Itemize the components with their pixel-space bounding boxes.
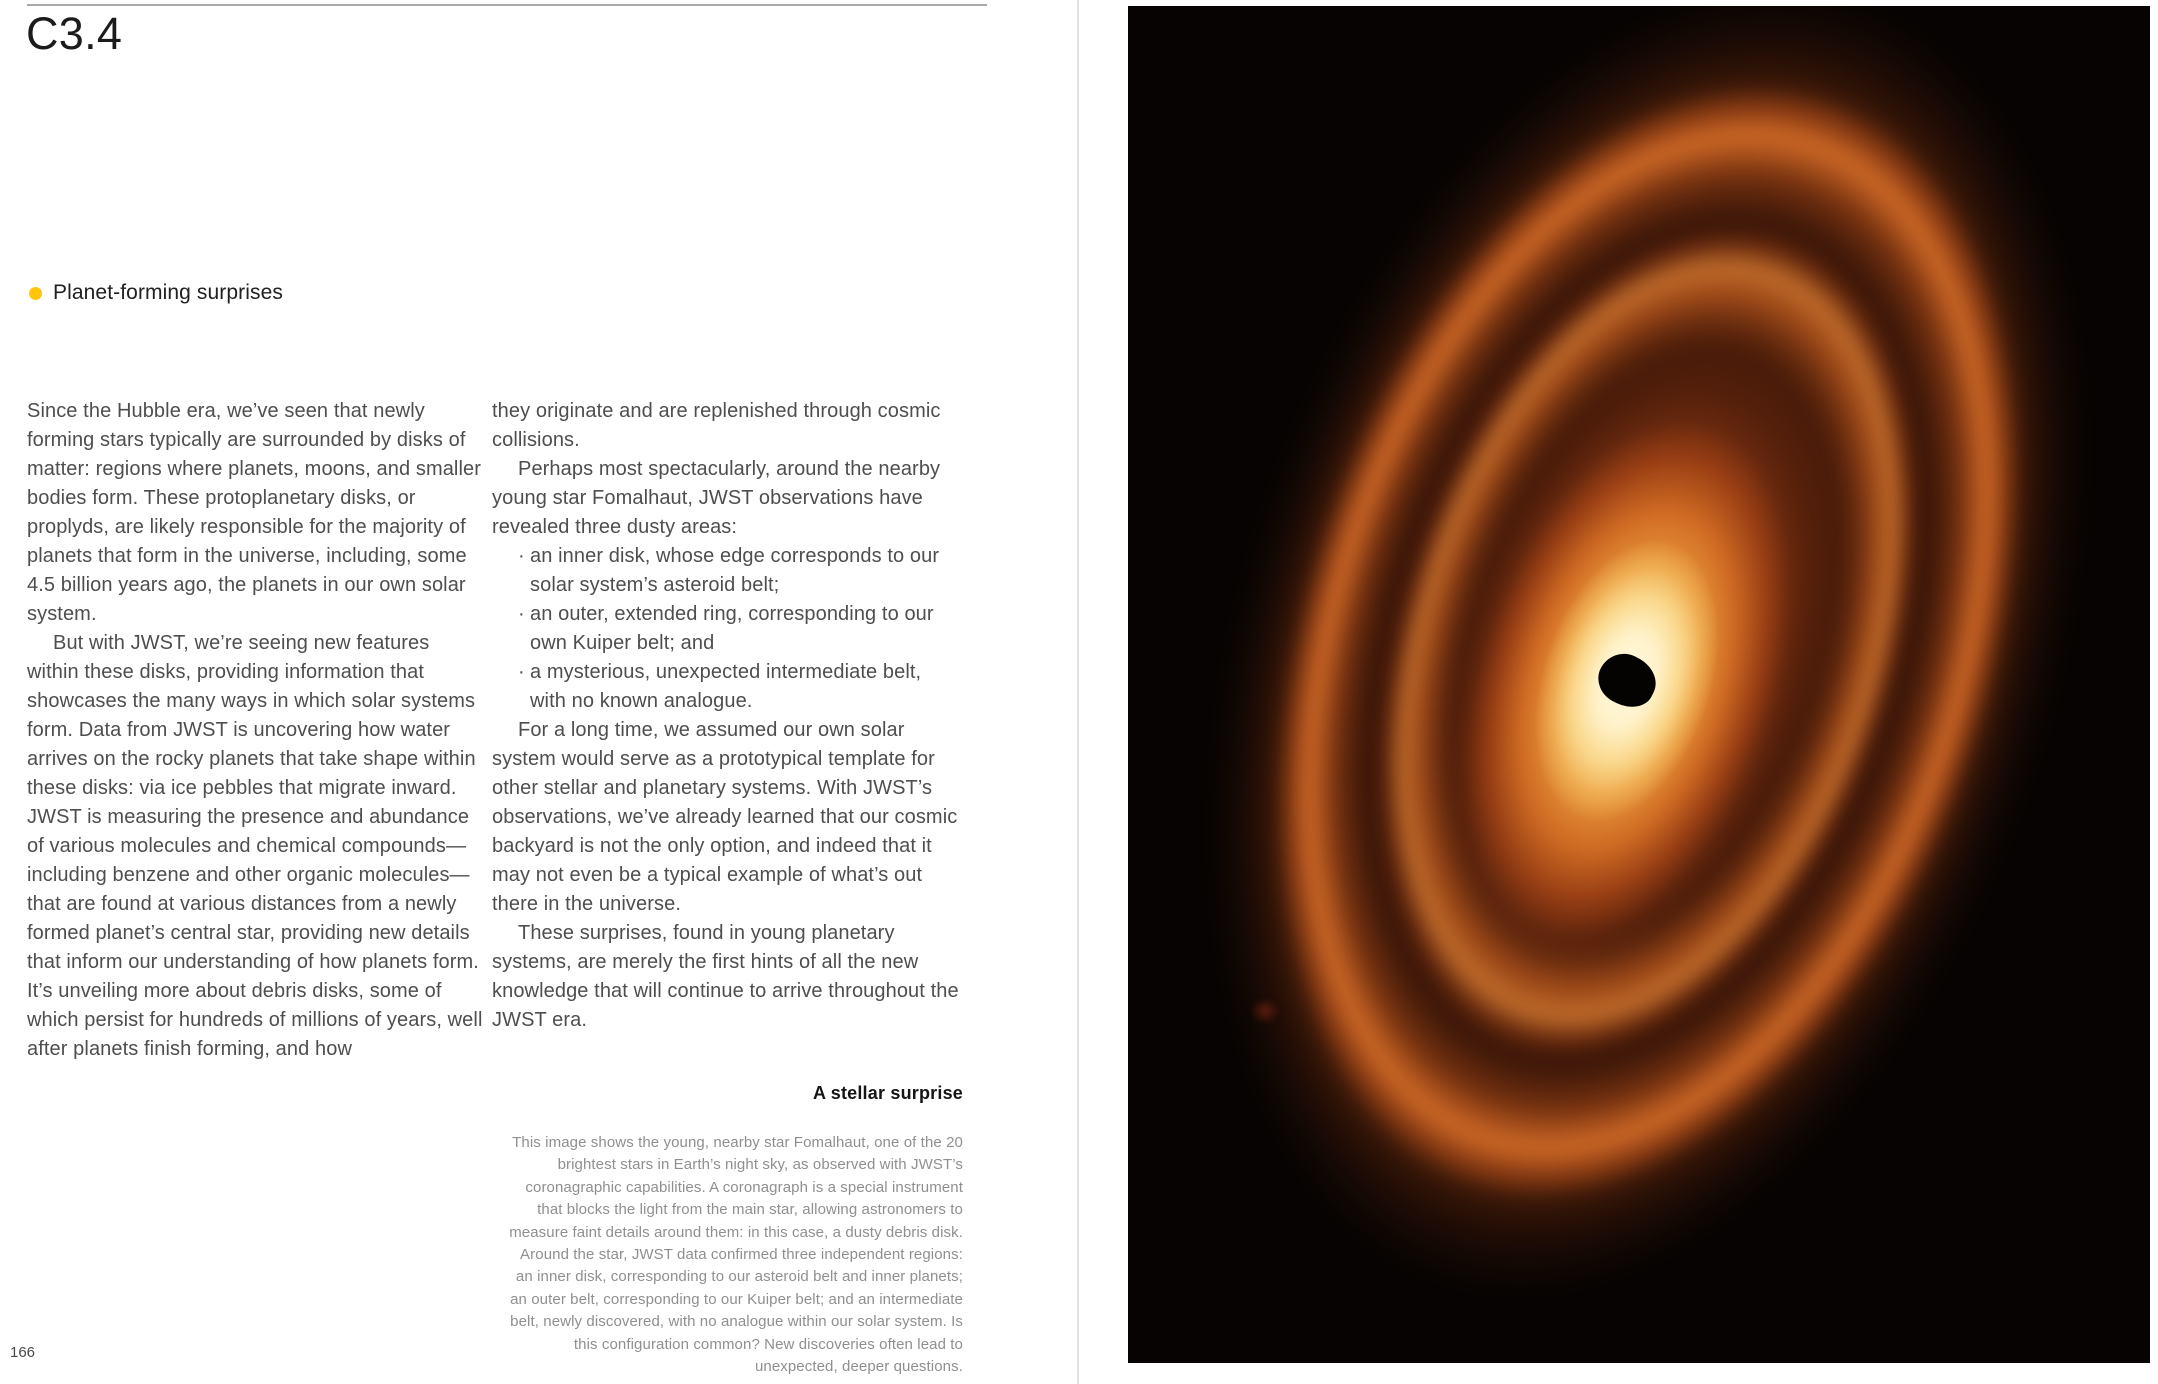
bullet-text: a mysterious, unexpected intermediate belt, with no known analogue.: [530, 661, 922, 712]
paragraph: Since the Hubble era, we’ve seen that newly forming stars typically are surrounded by disks of matter: regions where planets, moons, and smaller bodies form. These protoplanetary disks, or proplyds, are likely responsible for the majority of planets that form in the universe, including, some 4.5 billion years ago, the planets in our own solar system.: [27, 400, 482, 625]
paragraph: But with JWST, we’re seeing new features within these disks, providing information that showcases the many ways in which solar systems form. Data from JWST is uncovering how water arrives on the rocky planets that take shape within these disks: via ice pebbles that migrate inward. JWST is measuring the presence and abundance of various molecules and chemical compounds—including benzene and other organic molecules—that are found at various distances from a newly formed planet’s central star, providing new details that inform our understanding of how planets form. It’s unveiling more about debris disks, some of which persist for hundreds of millions of years, well after planets finish forming, and how: [27, 632, 483, 1060]
body-column-right: [492, 397, 962, 1035]
figure-caption: [502, 1083, 963, 1378]
topic-heading: [29, 281, 283, 305]
page-number: 166: [10, 1344, 36, 1361]
bullet-text: an outer, extended ring, corresponding to our own Kuiper belt; and: [530, 603, 934, 654]
topic-label: Planet-forming surprises: [53, 281, 283, 304]
bullet-marker: ·: [518, 603, 525, 625]
section-number: C3.4: [26, 8, 123, 59]
body-column-left: [27, 397, 483, 1064]
caption-text: This image shows the young, nearby star Fomalhaut, one of the 20 brightest stars in Earth’s night sky, as observed with JWST’s coronagraphic capabilities. A coronagraph is a special instrument that blocks the light from the main star, allowing astronomers to measure faint details around them: in this case, a dusty debris disk. Around the star, JWST data confirmed three independent regions: an inner disk, corresponding to our asteroid belt and inner planets; an outer belt, corresponding to our Kuiper belt; and an intermediate belt, newly discovered, with no analogue within our solar system. Is this configuration common? New discoveries often lead to unexpected, deeper questions.: [509, 1134, 963, 1376]
bullet-marker: ·: [518, 661, 525, 683]
bullet-list: [492, 542, 962, 716]
bullet-item: [492, 600, 962, 658]
bullet-item: [492, 658, 962, 716]
fomalhaut-debris-disk-image: [1128, 6, 2150, 1363]
bullet-text: an inner disk, whose edge corresponds to our solar system’s asteroid belt;: [530, 545, 940, 596]
paragraph: These surprises, found in young planetary systems, are merely the first hints of all the new knowledge that will continue to arrive throughout the JWST era.: [492, 922, 959, 1031]
topic-bullet-icon: [29, 287, 42, 300]
paragraph: they originate and are replenished through cosmic collisions.: [492, 400, 941, 451]
page-gutter-divider: [1077, 0, 1079, 1384]
paragraph: For a long time, we assumed our own solar system would serve as a prototypical template for other stellar and planetary systems. With JWST’s observations, we’ve already learned that our cosmic backyard is not the only option, and indeed that it may not even be a typical example of what’s out there in the universe.: [492, 719, 958, 915]
faint-background-source: [1250, 998, 1280, 1024]
bullet-marker: ·: [518, 545, 525, 567]
top-rule: [27, 4, 987, 6]
bullet-item: [492, 542, 962, 600]
caption-title: A stellar surprise: [813, 1083, 963, 1103]
paragraph: Perhaps most spectacularly, around the nearby young star Fomalhaut, JWST observations have revealed three dusty areas:: [492, 458, 941, 538]
